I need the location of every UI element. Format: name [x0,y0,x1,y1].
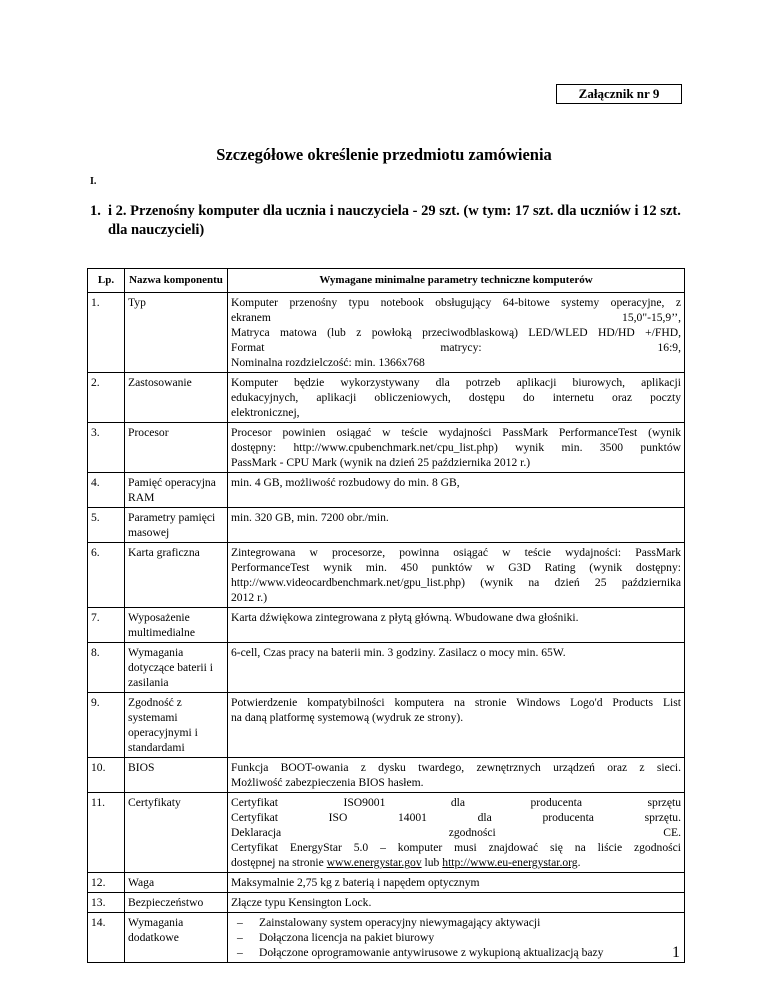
heading-text: i 2. Przenośny komputer dla ucznia i nauczyciela - 29 szt. (w tym: 17 szt. dla uczniów i 12 szt. dla nauczycieli) [108,203,681,238]
component-name: Parametry pamięci masowej [125,508,228,543]
table-row [88,508,685,543]
component-params [228,543,685,608]
param-line: Funkcja BOOT-owania z dysku twardego, zewnętrznych urządzeń oraz z sieci. [231,761,681,774]
row-number: 3. [88,423,125,473]
component-name: Certyfikaty [125,793,228,873]
param-line: Złącze typu Kensington Lock. [231,896,372,909]
param-line: na daną platformę systemową (wydruk ze strony). [231,711,464,724]
component-params [228,758,685,793]
item-heading [90,202,690,240]
param-line: Format matrycy: 16:9, [231,341,681,354]
table-row [88,473,685,508]
table-row [88,643,685,693]
list-item: – Zainstalowany system operacyjny niewymagający aktywacji [237,915,681,930]
component-name: Procesor [125,423,228,473]
table-row [88,543,685,608]
component-params [228,893,685,913]
component-params [228,793,685,873]
table-row [88,693,685,758]
row-number: 9. [88,693,125,758]
row-number: 6. [88,543,125,608]
component-params [228,643,685,693]
param-line: Zintegrowana w procesorze, powinna osiągać w teście wydajności: PassMark [231,546,681,559]
header-component: Nazwa komponentu [125,269,228,293]
row-number: 13. [88,893,125,913]
row-number: 5. [88,508,125,543]
param-line [231,855,681,870]
table-body [88,293,685,963]
list-item: – Dołączone oprogramowanie antywirusowe z wykupioną aktualizacją bazy [237,945,681,960]
list-item: – Dołączona licencja na pakiet biurowy [237,930,681,945]
table-row [88,893,685,913]
requirements-list [231,915,681,960]
component-name: BIOS [125,758,228,793]
param-line: Procesor powinien osiągać w teście wydajności PassMark PerformanceTest (wynik [231,426,681,439]
table-row [88,758,685,793]
table-row [88,913,685,963]
param-line: 6-cell, Czas pracy na baterii min. 3 godziny. Zasilacz o mocy min. 65W. [231,646,566,659]
param-line: http://www.videocardbenchmark.net/gpu_list.php) (wynik na dzień 25 października [231,576,681,589]
param-line: PassMark - CPU Mark (wynik na dzień 25 października 2012 r.) [231,456,531,469]
annex-label: Załącznik nr 9 [556,84,682,104]
component-params [228,508,685,543]
param-line: Certyfikat EnergyStar 5.0 – komputer musi znajdować się na liście zgodności [231,841,681,854]
header-lp: Lp. [88,269,125,293]
web-link[interactable]: http://www.eu-energystar.org [442,856,578,869]
component-name: Zgodność z systemami operacyjnymi i standardami [125,693,228,758]
param-line: dostępny: http://www.cpubenchmark.net/cpu_list.php) wynik min. 3500 punktów [231,441,681,454]
param-line: edukacyjnych, aplikacji obliczeniowych, dostępu do internetu oraz poczty [231,391,681,404]
component-params [228,423,685,473]
row-number: 1. [88,293,125,373]
component-name: Wyposażenie multimedialne [125,608,228,643]
param-line: Potwierdzenie kompatybilności komputera na stronie Windows Logo'd Products List [231,696,681,709]
param-line: Nominalna rozdzielczość: min. 1366x768 [231,356,425,369]
document-title: Szczegółowe określenie przedmiotu zamówienia [216,145,552,164]
row-number: 12. [88,873,125,893]
row-number: 7. [88,608,125,643]
row-number: 11. [88,793,125,873]
table-row [88,793,685,873]
param-line: Matryca matowa (lub z powłoką przeciwodblaskową) LED/WLED HD/HD +/FHD, [231,326,681,339]
param-line: Komputer będzie wykorzystywany dla potrzeb aplikacji biurowych, aplikacji [231,376,681,389]
component-name: Typ [125,293,228,373]
table-row [88,608,685,643]
param-text: . [577,856,581,869]
param-line: Deklaracja zgodności CE. [231,826,681,839]
component-name: Wymagania dotyczące baterii i zasilania [125,643,228,693]
component-name: Waga [125,873,228,893]
component-params [228,913,685,963]
component-params [228,473,685,508]
table-header-row [88,269,685,293]
param-line: Możliwość zabezpieczenia BIOS hasłem. [231,776,424,789]
param-text: lub [421,856,443,869]
component-name: Karta graficzna [125,543,228,608]
table-row [88,423,685,473]
spec-table [87,268,685,963]
row-number: 14. [88,913,125,963]
component-name: Pamięć operacyjna RAM [125,473,228,508]
page-number: 1 [672,944,680,961]
section-number: I. [90,176,97,187]
heading-number: 1. [90,203,101,219]
param-line: PerformanceTest wynik min. 450 punktów w G3D Rating (wynik dostępny: [231,561,681,574]
table-row [88,373,685,423]
row-number: 2. [88,373,125,423]
component-name: Bezpieczeństwo [125,893,228,913]
param-line: Certyfikat ISO9001 dla producenta sprzętu [231,796,681,809]
param-line: min. 4 GB, możliwość rozbudowy do min. 8 GB, [231,476,460,489]
param-line: 2012 r.) [231,591,268,604]
component-params [228,293,685,373]
param-text: dostępnej na stronie [231,856,327,869]
param-line: Komputer przenośny typu notebook obsługujący 64-bitowe systemy operacyjne, z [231,296,681,309]
param-line: ekranem 15,0"-15,9’’, [231,311,681,324]
param-line: Maksymalnie 2,75 kg z baterią i napędem optycznym [231,876,480,889]
row-number: 4. [88,473,125,508]
param-line: min. 320 GB, min. 7200 obr./min. [231,511,389,524]
table-row [88,293,685,373]
row-number: 10. [88,758,125,793]
component-params [228,693,685,758]
component-name: Wymagania dodatkowe [125,913,228,963]
component-params [228,608,685,643]
row-number: 8. [88,643,125,693]
header-params: Wymagane minimalne parametry techniczne komputerów [228,269,685,293]
component-params [228,373,685,423]
param-line: elektronicznej, [231,406,300,419]
table-row [88,873,685,893]
component-name: Zastosowanie [125,373,228,423]
param-line: Karta dźwiękowa zintegrowana z płytą główną. Wbudowane dwa głośniki. [231,611,579,624]
param-line: Certyfikat ISO 14001 dla producenta sprzętu. [231,811,681,824]
component-params [228,873,685,893]
web-link[interactable]: www.energystar.gov [326,856,422,869]
